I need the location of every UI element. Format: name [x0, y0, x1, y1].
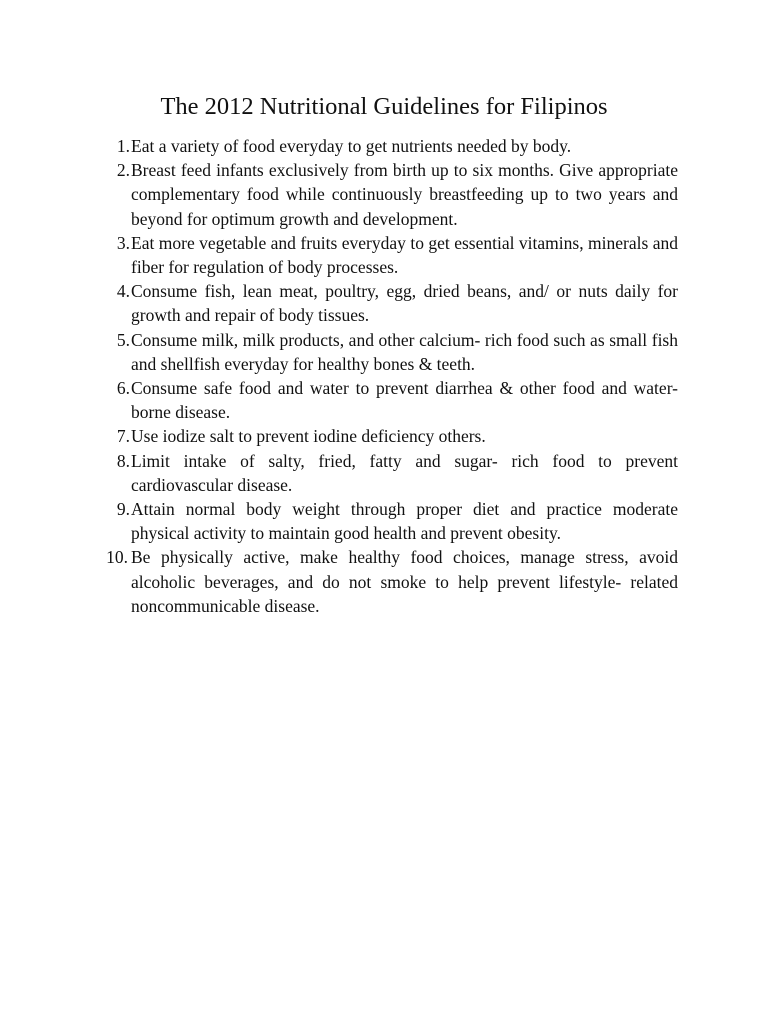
item-text: Breast feed infants exclusively from birth up to six months. Give appropriate complementary food while continuously breastfeeding up to two years and beyond for optimum growth and development.: [131, 160, 678, 229]
item-number: 8.: [116, 450, 130, 471]
item-number: 1.: [116, 136, 130, 156]
item-text: Use iodize salt to prevent iodine deficiency others.: [131, 426, 486, 447]
guidelines-list: [100, 134, 678, 618]
list-item: [100, 545, 678, 618]
page-title: The 2012 Nutritional Guidelines for Filipinos: [160, 93, 608, 120]
item-number: 4.: [116, 281, 130, 302]
item-number: 9.: [116, 499, 130, 520]
item-number: 3.: [116, 232, 130, 253]
item-number: 5.: [116, 329, 130, 350]
item-text: Consume safe food and water to prevent diarrhea & other food and water-borne disease.: [131, 378, 678, 423]
list-item: [100, 424, 678, 448]
list-item: [100, 279, 678, 327]
item-text: Consume fish, lean meat, poultry, egg, dried beans, and/ or nuts daily for growth and repair of body tissues.: [131, 281, 678, 326]
item-text: Attain normal body weight through proper diet and practice moderate physical activity to maintain good health and prevent obesity.: [131, 499, 678, 544]
list-item: [100, 449, 678, 497]
item-text: Eat a variety of food everyday to get nutrients needed by body.: [131, 136, 572, 156]
item-number: 2.: [116, 160, 130, 181]
list-item: [100, 328, 678, 376]
list-item: [100, 376, 678, 424]
item-number: 7.: [116, 426, 130, 447]
list-item: [100, 134, 678, 158]
item-text: Consume milk, milk products, and other calcium- rich food such as small fish and shellfish everyday for healthy bones & teeth.: [131, 329, 678, 374]
item-text: Limit intake of salty, fried, fatty and sugar- rich food to prevent cardiovascular disease.: [131, 450, 678, 495]
item-text: Be physically active, make healthy food choices, manage stress, avoid alcoholic beverages, and do not smoke to help prevent lifestyle- related noncommunicable disease.: [131, 547, 678, 616]
item-text: Eat more vegetable and fruits everyday to get essential vitamins, minerals and fiber for regulation of body processes.: [131, 232, 678, 278]
list-item: [100, 497, 678, 545]
item-number: 6.: [116, 378, 130, 399]
item-number: 10.: [106, 547, 128, 568]
list-item: [100, 231, 678, 279]
list-item: [100, 158, 678, 231]
